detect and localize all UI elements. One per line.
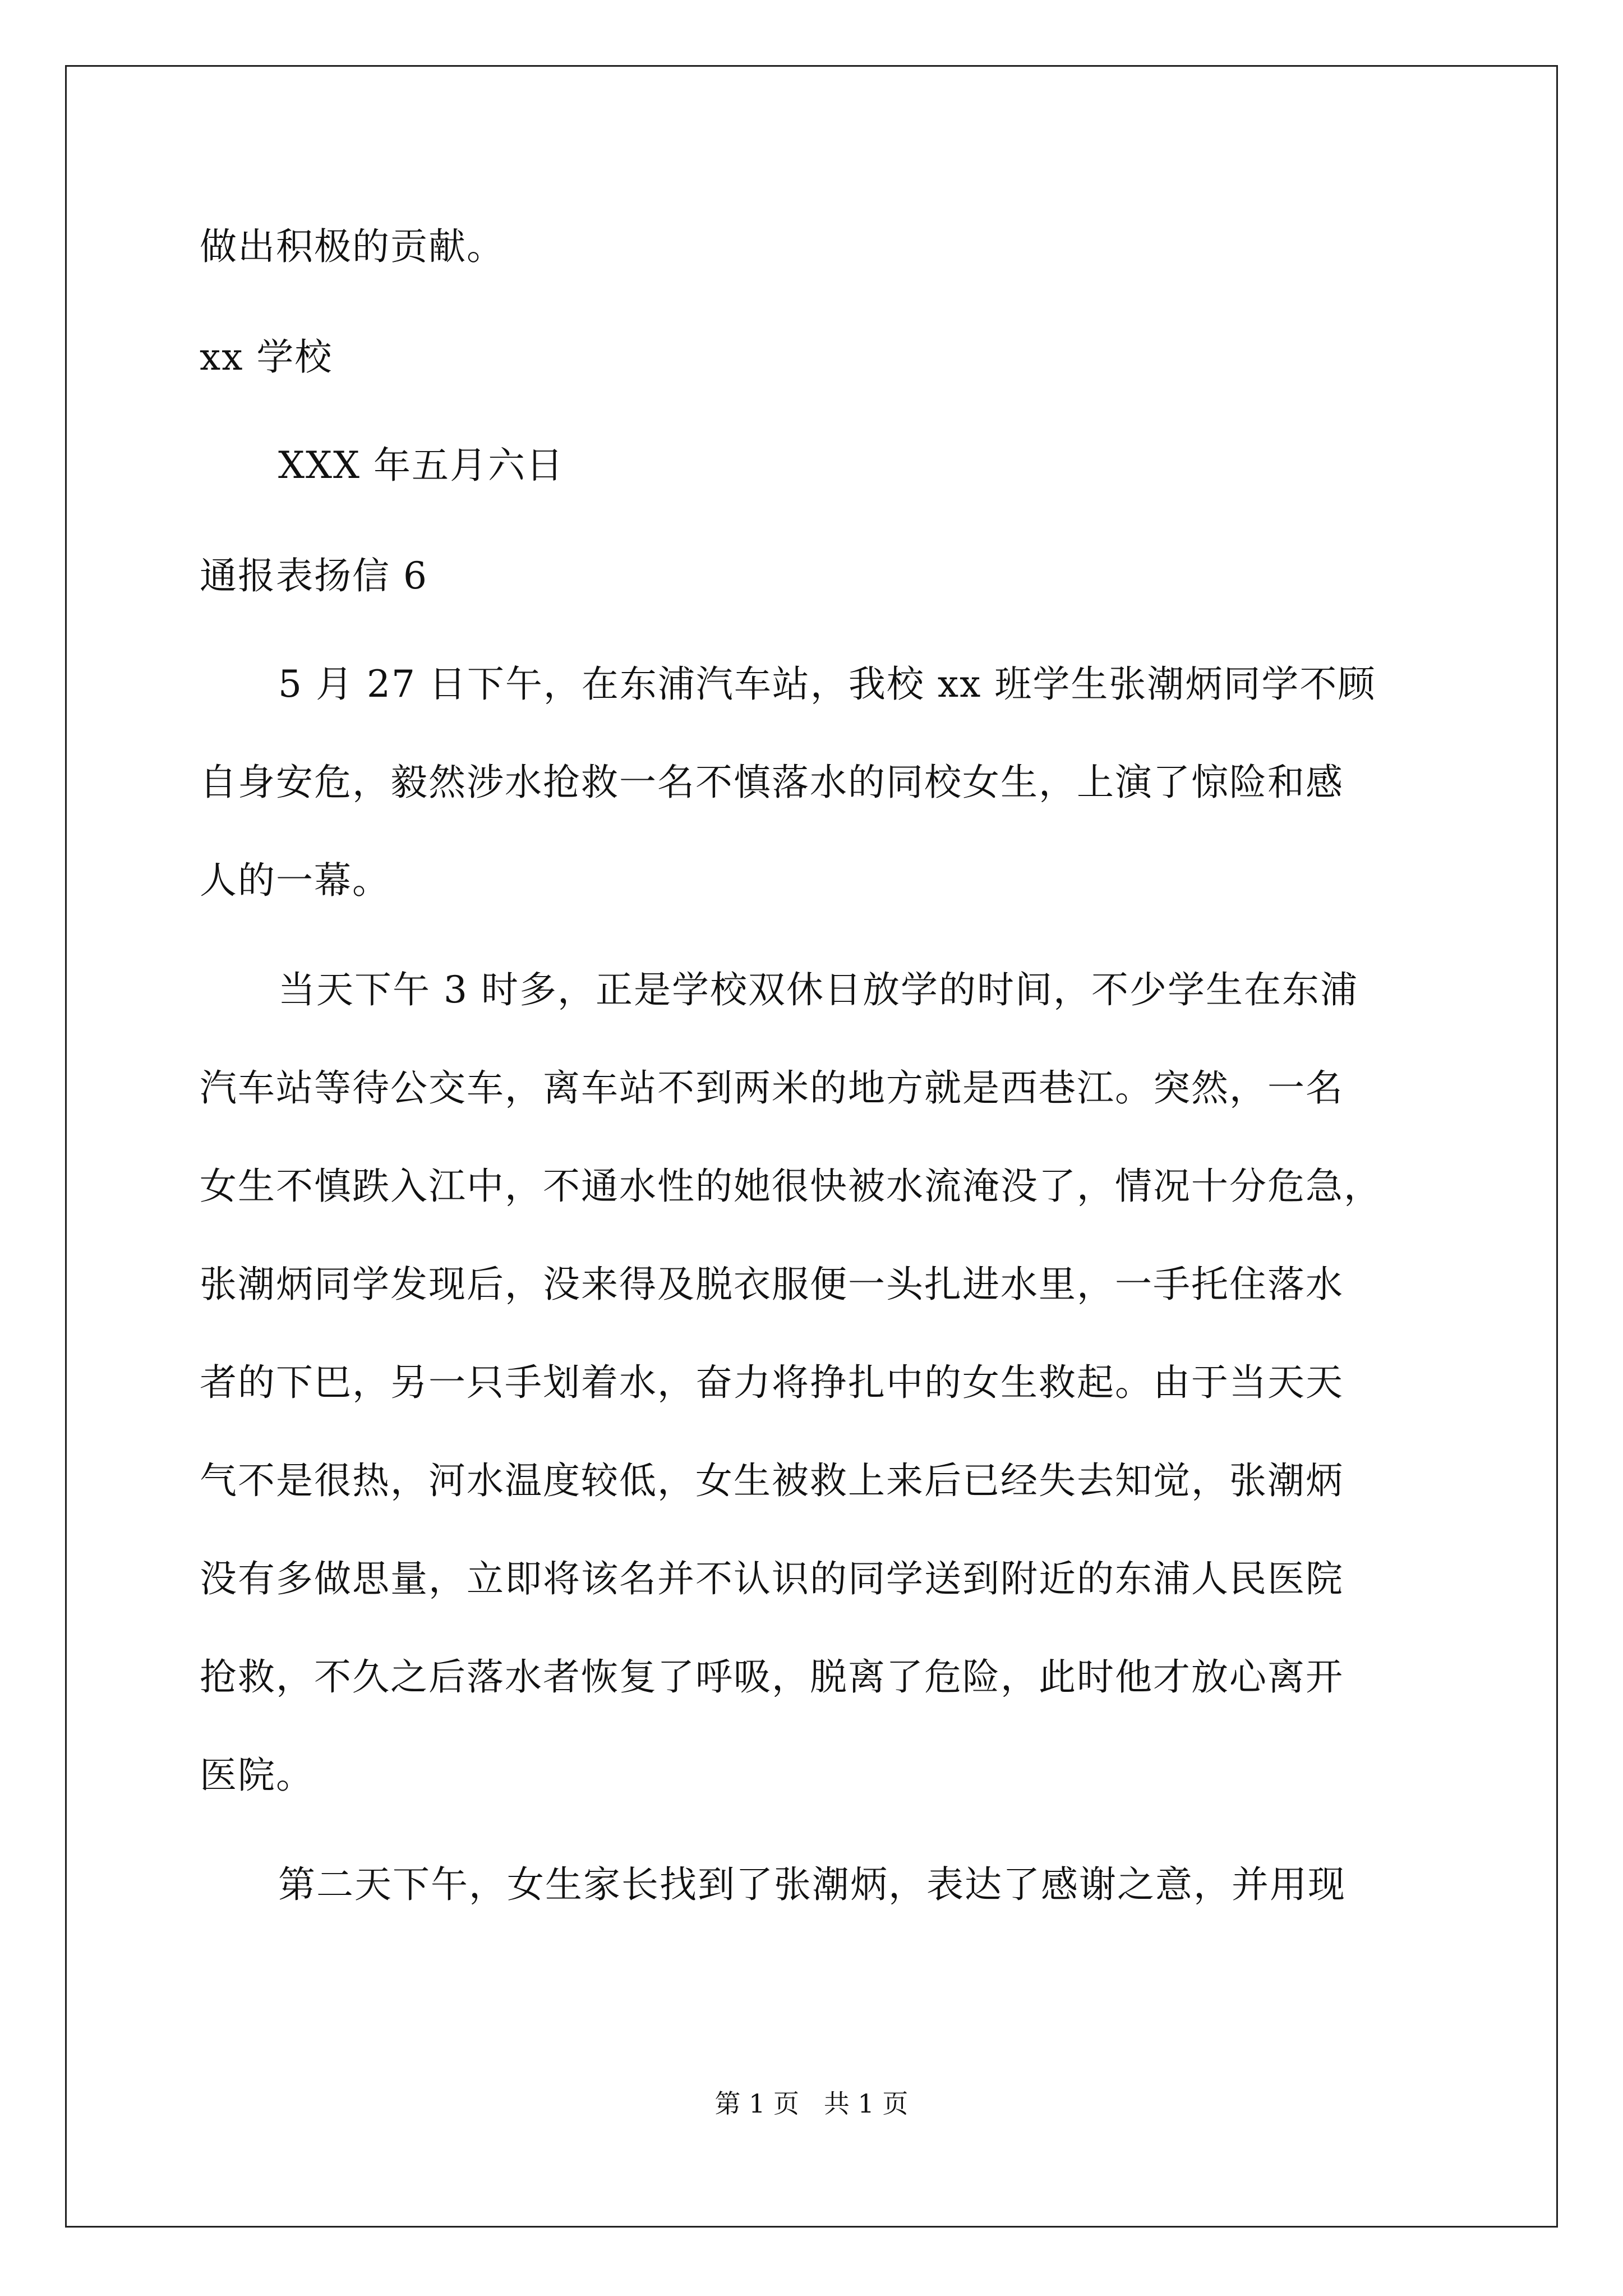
paragraph-line: 张潮炳同学发现后，没来得及脱衣服便一头扎进水里，一手托住落水 [200,1263,1344,1306]
paragraph-line: 汽车站等待公交车，离车站不到两米的地方就是西巷江。突然，一名 [200,1066,1344,1110]
paragraph-line: 医院。 [200,1754,314,1797]
paragraph-line: 人的一幕。 [200,859,390,902]
paragraph-line: 第二天下午，女生家长找到了张潮炳，表达了感谢之意，并用现 [278,1863,1346,1906]
paragraph-line: 抢救，不久之后落水者恢复了呼吸，脱离了危险，此时他才放心离开 [200,1655,1344,1699]
paragraph-line: 气不是很热，河水温度较低，女生被救上来后已经失去知觉，张潮炳 [200,1459,1344,1502]
paragraph-line: 没有多做思量，立即将该名并不认识的同学送到附近的东浦人民医院 [200,1557,1344,1600]
closing-line: 做出积极的贡献。 [200,225,505,268]
section-title: 通报表扬信 6 [200,554,428,597]
paragraph-line: 者的下巴，另一只手划着水，奋力将挣扎中的女生救起。由于当天天 [200,1361,1344,1404]
paragraph-line: 当天下午 3 时多，正是学校双休日放学的时间，不少学生在东浦 [278,968,1358,1011]
date-line: XXX 年五月六日 [278,444,564,487]
paragraph-line: 女生不慎跌入江中，不通水性的她很快被水流淹没了，情况十分危急， [200,1165,1382,1208]
page-footer: 第 1 页 共 1 页 [714,2088,909,2119]
school-signature: xx 学校 [200,335,333,379]
paragraph-line: 自身安危，毅然涉水抢救一名不慎落水的同校女生，上演了惊险和感 [200,761,1344,804]
paragraph-line: 5 月 27 日下午，在东浦汽车站，我校 xx 班学生张潮炳同学不顾 [278,662,1376,706]
